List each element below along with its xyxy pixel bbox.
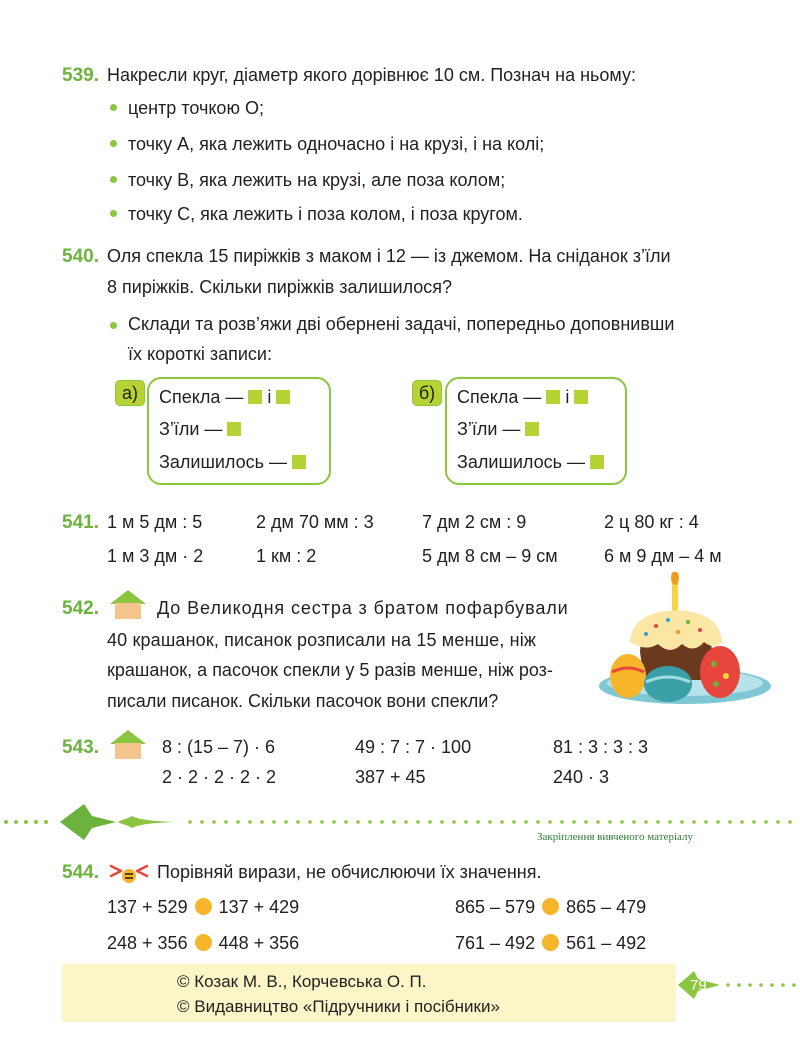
home-task-icon [108,728,148,760]
expr: 81 : 3 : 3 : 3 [553,737,649,757]
task-542-line-4: писали писанок. Скільки пасочок вони спекли? [107,691,499,711]
task-544-text: Порівняй вирази, не обчислюючи їх значення. [157,862,542,882]
bullet [110,176,117,183]
box-a-row-3: Залишилось — [159,452,306,473]
blank-square [227,422,241,436]
task-539-bullet-3: точку B, яка лежить на крузі, але поза колом; [128,170,506,190]
task-540-bullet-line-2: їх короткі записи: [128,344,272,364]
task-number-542: 542. [62,598,99,619]
expr: 1 м 3 дм · 2 [107,546,204,566]
task-540-bullet-line-1: Склади та розв’яжи дві обернені задачі, попередньо доповнивши [128,314,675,334]
box-a-row-2: З’їли — [159,419,241,440]
easter-cake-illustration [596,572,774,708]
task-539-text: Накресли круг, діаметр якого дорівнює 10 см. Познач на ньому: [107,65,636,85]
compare-signs-icon [108,860,150,886]
bullet [110,104,117,111]
compare-pair: 248 + 356 448 + 356 [107,933,300,953]
copyright-line-2: © Видавництво «Підручники і посібники» [177,997,500,1016]
expr: 240 · 3 [553,767,610,787]
box-a-tag: а) [115,380,145,406]
blank-square [248,390,262,404]
task-539-bullet-1: центр точкою O; [128,98,264,118]
compare-dot[interactable] [542,898,559,915]
task-540-line-1: Оля спекла 15 пиріжків з маком і 12 — із джемом. На сніданок з’їли [107,246,671,266]
expr: 6 м 9 дм – 4 м [604,546,722,566]
task-542-line-2: 40 крашанок, писанок розписали на 15 менше, ніж [107,630,537,650]
box-a-row-1: Спекла — і [159,387,290,408]
compare-dot[interactable] [542,934,559,951]
compare-pair: 865 – 579 865 – 479 [455,897,647,917]
box-b-tag: б) [412,380,442,406]
task-539-bullet-2: точку A, яка лежить одночасно і на крузі, і на колі; [128,134,545,154]
blank-square [276,390,290,404]
task-number-543: 543. [62,737,99,758]
task-number-539: 539. [62,65,99,86]
short-record-box-b [445,377,627,485]
expr: 7 дм 2 см : 9 [422,512,527,532]
home-task-icon [108,588,148,620]
box-b-row-1: Спекла — і [457,387,588,408]
expr: 1 км : 2 [256,546,317,566]
expr: 1 м 5 дм : 5 [107,512,203,532]
blank-square [292,455,306,469]
expr: 2 дм 70 мм : 3 [256,512,374,532]
compare-dot[interactable] [195,898,212,915]
copyright-line-1: © Козак М. В., Корчевська О. П. [177,972,427,991]
expr: 49 : 7 : 7 · 100 [355,737,472,757]
task-number-541: 541. [62,512,99,533]
task-539-bullet-4: точку C, яка лежить і поза колом, і поза кругом. [128,204,523,224]
blank-square [525,422,539,436]
short-record-box-a [147,377,331,485]
compare-pair: 137 + 529 137 + 429 [107,897,300,917]
expr: 387 + 45 [355,767,426,787]
blank-square [574,390,588,404]
expr: 5 дм 8 см – 9 см [422,546,558,566]
compare-pair: 761 – 492 561 – 492 [455,933,647,953]
copyright-band [62,964,676,1022]
task-542-line-1: До Великодня сестра з братом пофарбували [157,598,569,618]
bullet [110,322,117,329]
task-542-line-3: крашанок, а пасочок спекли у 5 разів менше, ніж роз- [107,660,553,680]
box-b-row-3: Залишилось — [457,452,604,473]
expr: 2 ц 80 кг : 4 [604,512,699,532]
box-b-row-2: З’їли — [457,419,539,440]
bullet [110,210,117,217]
blank-square [590,455,604,469]
blank-square [546,390,560,404]
bullet [110,140,117,147]
expr: 2 · 2 · 2 · 2 · 2 [162,767,277,787]
expr: 8 : (15 – 7) · 6 [162,737,276,757]
task-540-line-2: 8 пиріжків. Скільки пиріжків залишилося? [107,277,453,297]
page-number: 79 [690,977,707,994]
section-label: Закріплення вивченого матеріалу [537,831,693,843]
task-number-540: 540. [62,246,99,267]
task-number-544: 544. [62,862,99,883]
compare-dot[interactable] [195,934,212,951]
